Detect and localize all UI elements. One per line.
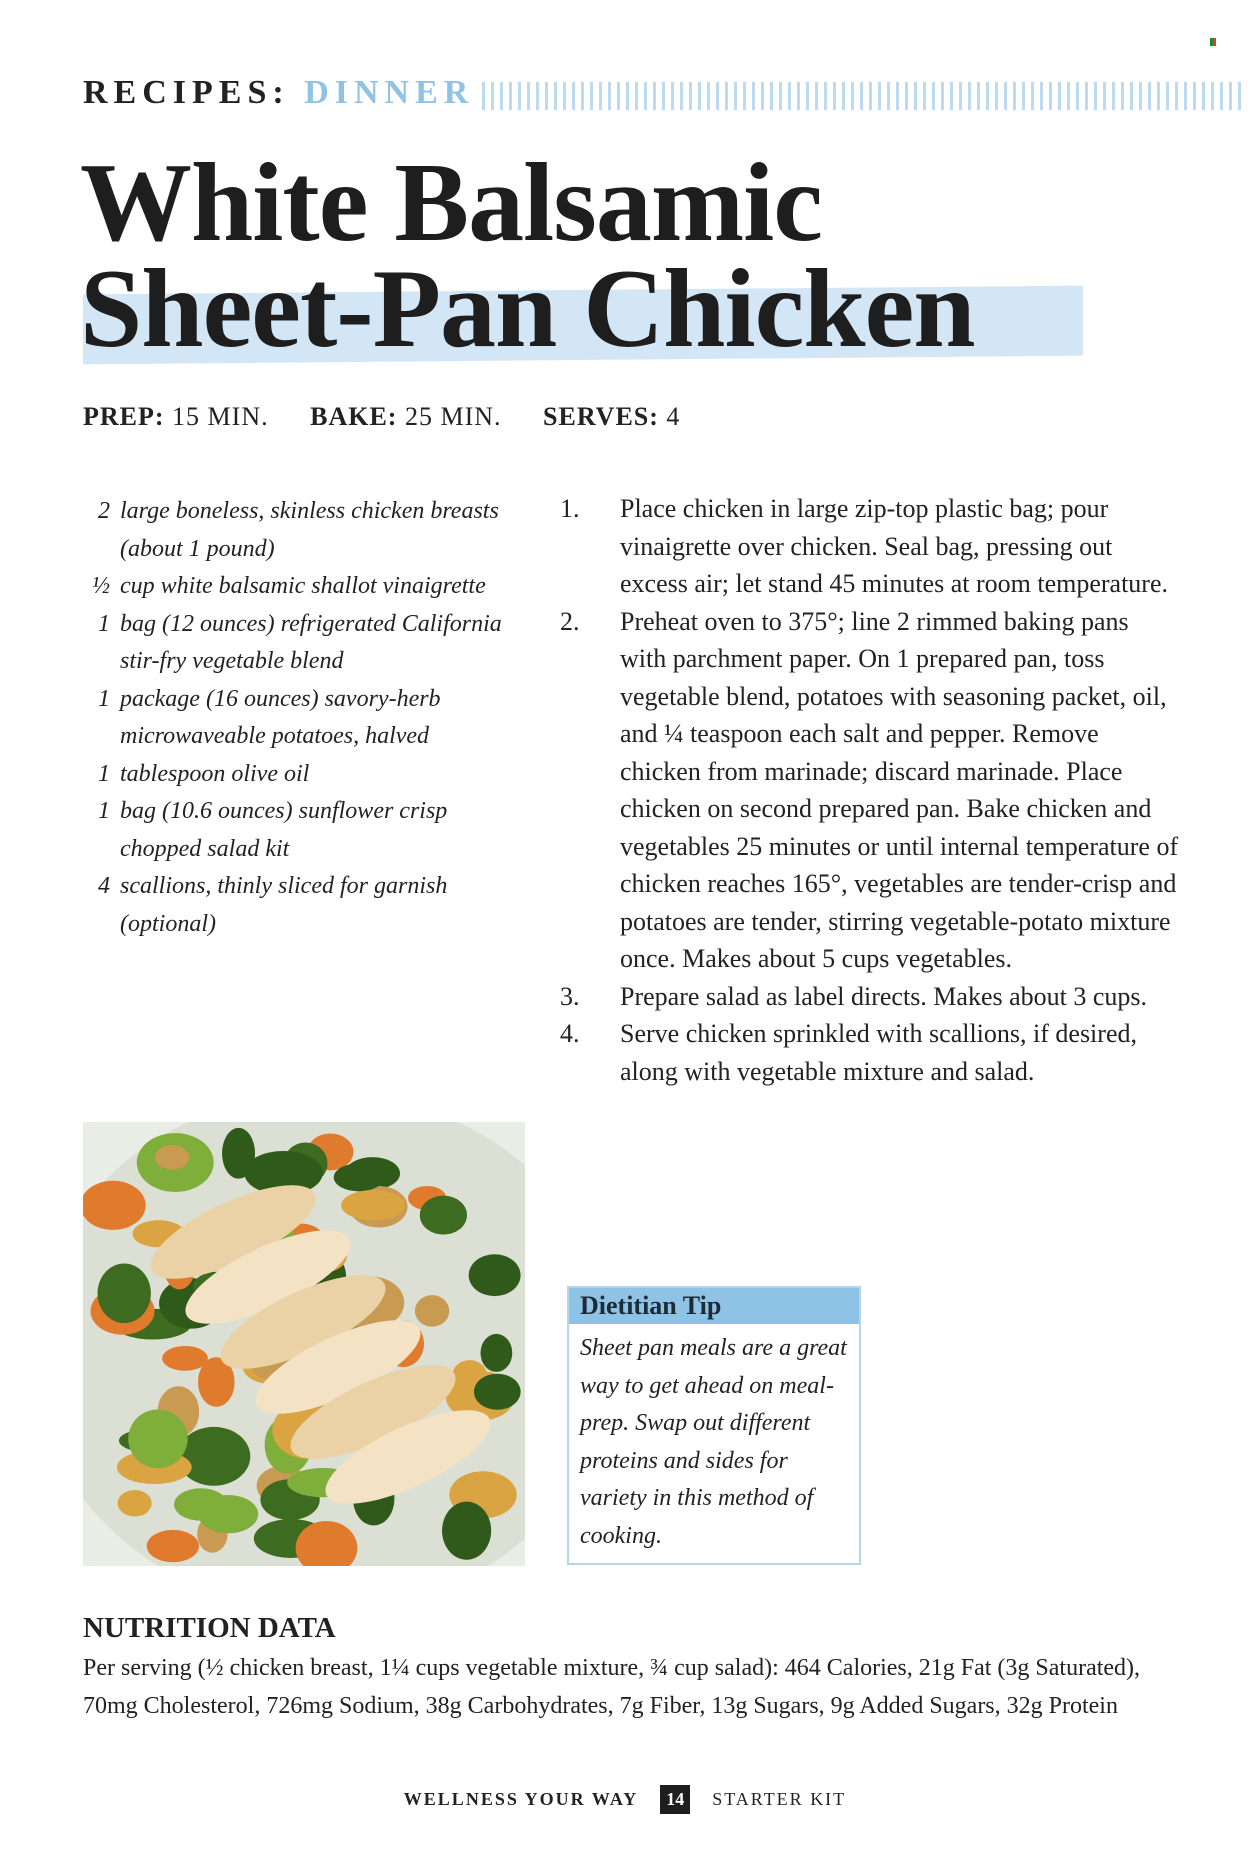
food-piece	[334, 1163, 384, 1191]
ingredients-list	[83, 493, 503, 943]
prep-value: 15 MIN.	[172, 402, 269, 431]
ingredient-text: bag (12 ounces) refrigerated California stir-fry vegetable blend	[120, 610, 502, 674]
ingredient-text: package (16 ounces) savory-herb microwaveable potatoes, halved	[120, 685, 441, 749]
ingredient-qty: 1	[98, 760, 110, 787]
ingredient-item	[83, 606, 503, 681]
ingredient-qty: 1	[98, 798, 110, 824]
step-text: Serve chicken sprinkled with scallions, if desired, along with vegetable mixture and salad.	[620, 1019, 1137, 1086]
page-footer	[0, 1785, 1250, 1814]
food-piece	[128, 1409, 187, 1468]
decorative-stripes	[482, 82, 1242, 110]
food-piece	[442, 1502, 491, 1560]
ingredient-qty: 1	[98, 610, 110, 637]
title-line-2: Sheet-Pan Chicken	[80, 247, 975, 371]
nutrition-body: Per serving (½ chicken breast, 1¼ cups vegetable mixture, ¾ cup salad): 464 Calories, 21g Fat (3g Saturated), 70mg Cholesterol, 726mg Sodium, 38g Carbohydrates, 7g Fiber, 13g Sugars, 9g Added Sugars, 32g Protein	[83, 1655, 1141, 1719]
ingredient-text: cup white balsamic shallot vinaigrette	[120, 573, 486, 599]
ingredient-text: scallions, thinly sliced for garnish (optional)	[120, 873, 448, 937]
serves-label: SERVES:	[543, 402, 659, 431]
food-piece	[98, 1263, 151, 1323]
step-text: Place chicken in large zip-top plastic bag; pour vinaigrette over chicken. Seal bag, pressing out excess air; let stand 45 minutes at room temperature.	[620, 494, 1168, 598]
step-text: Prepare salad as label directs. Makes about 3 cups.	[620, 981, 1148, 1011]
food-piece	[222, 1128, 255, 1179]
step-number: 3.	[560, 981, 580, 1011]
bake-value: 25 MIN.	[404, 402, 502, 431]
food-piece	[162, 1346, 208, 1371]
food-piece	[481, 1334, 513, 1372]
nutrition-title: NUTRITION DATA	[83, 1612, 336, 1644]
direction-step	[560, 1015, 1180, 1090]
section-header	[83, 74, 474, 112]
recipe-title	[80, 141, 975, 371]
ingredient-item	[83, 681, 503, 756]
step-number: 4.	[560, 1019, 580, 1048]
ingredient-qty: 1	[98, 685, 110, 712]
footer-section: STARTER KIT	[712, 1789, 847, 1809]
step-number: 1.	[560, 494, 580, 523]
ingredient-item	[83, 493, 503, 568]
ingredient-item	[83, 568, 503, 606]
recipe-meta	[83, 402, 714, 432]
direction-step	[560, 978, 1180, 1016]
section-label: RECIPES:	[83, 74, 290, 111]
food-piece	[415, 1295, 449, 1327]
food-piece	[469, 1254, 521, 1296]
food-piece	[147, 1530, 199, 1562]
food-piece	[420, 1196, 467, 1235]
tip-title: Dietitian Tip	[569, 1288, 859, 1324]
ingredient-item	[83, 868, 503, 943]
ingredient-qty: 4	[98, 873, 110, 899]
ingredient-qty: 2	[98, 498, 110, 524]
category-label: DINNER	[304, 74, 475, 111]
food-piece	[155, 1145, 189, 1170]
ingredient-text: tablespoon olive oil	[120, 760, 310, 787]
ingredient-text: large boneless, skinless chicken breasts (about 1 pound)	[120, 498, 499, 562]
step-text: Preheat oven to 375°; line 2 rimmed baking pans with parchment paper. On 1 prepared pan, toss vegetable blend, potatoes with seasoning packet, oil, and ¼ teaspoon each salt and pepper. Remove chicken from marinade; discard marinade. Place chicken on second prepared pan. Bake chicken and vegetables 25 minutes or until internal temperature of chicken reaches 165°, vegetables are tender-crisp and potatoes are tender, stirring vegetable-potato mixture once. Makes about 5 cups vegetables.	[620, 606, 1179, 973]
food-piece	[118, 1490, 152, 1516]
ingredient-item	[83, 793, 503, 868]
color-mark	[1210, 38, 1216, 46]
ingredient-item	[83, 756, 503, 794]
bake-label: BAKE:	[310, 402, 398, 431]
footer-publication: WELLNESS YOUR WAY	[403, 1789, 639, 1809]
tip-body: Sheet pan meals are a great way to get ahead on meal-prep. Swap out different proteins and sides for variety in this method of cooking.	[580, 1335, 847, 1549]
prep-label: PREP:	[83, 402, 165, 431]
nutrition-section	[83, 1612, 1183, 1725]
direction-step	[560, 603, 1180, 978]
ingredient-text: bag (10.6 ounces) sunflower crisp chopped salad kit	[120, 798, 448, 862]
food-piece	[198, 1495, 258, 1533]
page-number: 14	[660, 1785, 690, 1814]
food-piece	[474, 1374, 521, 1410]
step-number: 2.	[560, 606, 580, 636]
direction-step	[560, 490, 1180, 603]
ingredient-qty: ½	[92, 573, 110, 599]
food-piece	[341, 1190, 405, 1220]
serves-value: 4	[666, 402, 681, 431]
directions-list	[560, 490, 1180, 1090]
title-line-1: White Balsamic	[80, 141, 822, 265]
food-piece	[83, 1181, 146, 1230]
recipe-photo	[83, 1122, 525, 1566]
dietitian-tip	[567, 1286, 861, 1565]
